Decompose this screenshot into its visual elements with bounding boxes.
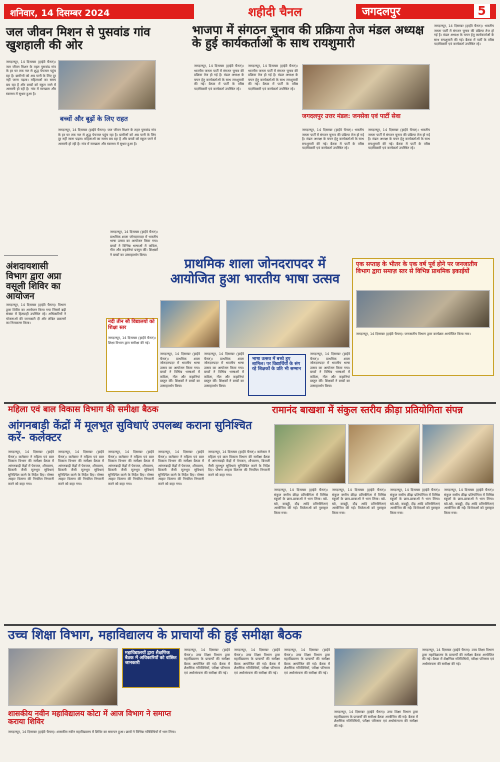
higher-edu-body-col5: जगदलपुर, 14 दिसम्बर (हाईवे चैनल)। उच्च शिक्षा विभाग द्वारा महाविद्यालय के प्राचार्यों की समीक्षा बैठक आयोजित की गई। बैठक में शैक्षणिक गतिविधियों, परीक्षा परिणाम एवं अधोसंरचना की समीक्षा की गई। [422,648,494,666]
higher-edu-body-col2: जगदलपुर, 14 दिसम्बर (हाईवे चैनल)। उच्च शिक्षा विभाग द्वारा महाविद्यालय के प्राचार्यों की समीक्षा बैठक आयोजित की गई। बैठक में शैक्षणिक गतिविधियों, परीक्षा परिणाम एवं अधोसंरचना की समीक्षा की गई। [234,648,280,675]
divider [4,255,58,256]
jal-jeevan-body-col2: जगदलपुर, 14 दिसम्बर (हाईवे चैनल)। जल जीवन मिशन के तहत पुसवांड गांव के हर घर तक नल से शुद्ध पेयजल पहुंच रहा है। ग्रामीणों को अब पानी के लिए दूर नहीं जाना पड़ता। महिलाओं का समय बच रहा है और बच्चों को स्कूल जाने में आसानी हो रही है। गांव में स्वच्छता और स्वास्थ्य में सुधार हुआ है। [58,128,156,146]
sports-photo-2 [348,424,420,484]
higher-edu-photo-1 [8,648,118,706]
jal-jeevan-body-col1: जगदलपुर, 14 दिसम्बर (हाईवे चैनल)। जल जीवन मिशन के तहत पुसवांड गांव के हर घर तक नल से शुद्ध पेयजल पहुंच रहा है। ग्रामीणों को अब पानी के लिए दूर नहीं जाना पड़ता। महिलाओं का समय बच रहा है और बच्चों को स्कूल जाने में आसानी हो रही है। गांव में स्वच्छता और स्वास्थ्य में सुधार हुआ है। [6,60,56,96]
anshdaan-headline: अंशदायशासी विभाग द्वारा अप्रा वसूली शिविर का आयोजन [6,262,62,303]
jal-jeevan-headline: जल जीवन मिशन से पुसवांड गांव खुशहाली की ओर [6,25,151,53]
mahila-bal-headline: आंगनबाड़ी केंद्रों में मूलभूत सुविधाएं उपलब्ध कराना सुनिश्चित करें- कलेक्टर [8,419,252,445]
mahila-bal-body-col3: जगदलपुर, 14 दिसम्बर (हाईवे चैनल)। कलेक्टर ने महिला एवं बाल विकास विभाग की समीक्षा बैठक में आंगनबाड़ी केंद्रों में पेयजल, शौचालय, बिजली जैसी मूलभूत सुविधाएं सुनिश्चित करने के निर्देश दिए। पोषण आहार वितरण की नियमित निगरानी करने को कहा गया। [108,450,154,486]
sports-body-col3: जगदलपुर, 14 दिसम्बर (हाईवे चैनल)। संकुल स्तरीय क्रीड़ा प्रतियोगिता में विभिन्न स्कूलों के छात्र-छात्राओं ने भाग लिया। खो-खो, कबड्डी, दौड़ आदि प्रतियोगिताएं आयोजित की गईं। विजेताओं को पुरस्कृत किया गया। [390,488,440,515]
sports-headline: रामानंद बाखशा में संकुल स्तरीय क्रीड़ा प्रतियोगिता संपन्न [272,405,463,416]
section-divider-2 [4,624,496,626]
meeting-box-body: जगदलपुर, 14 दिसम्बर (हाईवे चैनल)। जनजातीय विभाग द्वारा कार्यक्रम आयोजित किया गया। [356,332,471,336]
bjp-subhead: जगदलपुर उत्तर मंडल: जनसेवा एवं पार्टी सेवा [302,113,401,120]
center-left-text: जगदलपुर, 14 दिसम्बर (हाईवे चैनल)। प्राथमिक शाला जोनदरापदर में भारतीय भाषा उत्सव का आयोजन किया गया। बच्चों ने विभिन्न भाषाओं में कविता, गीत और कहानियां प्रस्तुत कीं। शिक्षकों ने बच्चों का उत्साहवर्धन किया। [110,230,158,257]
school-photo-2 [226,300,350,348]
bjp-body-col3: जगदलपुर, 14 दिसम्बर (हाईवे चैनल)। भारतीय जनता पार्टी में संगठन चुनाव की प्रक्रिया तेज हो गई है। मंडल अध्यक्ष के चयन हेतु कार्यकर्ताओं के साथ रायशुमारी की गई। बैठक में पार्टी के वरिष्ठ पदाधिकारी एवं कार्यकर्ता उपस्थित रहे। [302,128,364,150]
sports-body-col1: जगदलपुर, 14 दिसम्बर (हाईवे चैनल)। संकुल स्तरीय क्रीड़ा प्रतियोगिता में विभिन्न स्कूलों के छात्र-छात्राओं ने भाग लिया। खो-खो, कबड्डी, दौड़ आदि प्रतियोगिताएं आयोजित की गईं। विजेताओं को पुरस्कृत किया गया। [274,488,328,515]
page-number: 5 [474,4,490,18]
meeting-box-headline: एक सप्ताह के भीतर के एक वर्ष पूर्व होने पर जनजातीय विभाग द्वारा समाज़ स्तर से विभिन्न प्राथमिक इकाईयों [356,261,478,275]
bjp-body-col2: जगदलपुर, 14 दिसम्बर (हाईवे चैनल)। भारतीय जनता पार्टी में संगठन चुनाव की प्रक्रिया तेज हो गई है। मंडल अध्यक्ष के चयन हेतु कार्यकर्ताओं के साथ रायशुमारी की गई। बैठक में पार्टी के वरिष्ठ पदाधिकारी एवं कार्यकर्ता उपस्थित रहे। [248,64,298,91]
meeting-box-photo [356,290,490,328]
section-divider [4,402,496,404]
higher-edu-body-col3: जगदलपुर, 14 दिसम्बर (हाईवे चैनल)। उच्च शिक्षा विभाग द्वारा महाविद्यालय के प्राचार्यों की समीक्षा बैठक आयोजित की गई। बैठक में शैक्षणिक गतिविधियों, परीक्षा परिणाम एवं अधोसंरचना की समीक्षा की गई। [284,648,330,675]
mahila-bal-body-col1: जगदलपुर, 14 दिसम्बर (हाईवे चैनल)। कलेक्टर ने महिला एवं बाल विकास विभाग की समीक्षा बैठक में आंगनबाड़ी केंद्रों में पेयजल, शौचालय, बिजली जैसी मूलभूत सुविधाएं सुनिश्चित करने के निर्देश दिए। पोषण आहार वितरण की नियमित निगरानी करने को कहा गया। [8,450,54,486]
higher-edu-photo-2 [334,648,418,706]
school-headline: प्राथमिक शाला जोनदरापदर में आयोजित हुआ भारतीय भाषा उत्सव [170,257,340,287]
anshdaan-body: जगदलपुर, 14 दिसम्बर (हाईवे चैनल)। विभाग द्वारा शिविर का आयोजन किया गया जिसमें बड़ी संख्या में हितग्राही उपस्थित रहे। अधिकारियों ने योजनाओं की जानकारी दी और लंबित प्रकरणों का निराकरण किया। [6,303,66,325]
mahila-bal-kicker: महिला एवं बाल विकास विभाग की समीक्षा बैठक [8,405,159,415]
city-name: जगदलपुर [362,4,401,18]
higher-edu-body-col4: जगदलपुर, 14 दिसम्बर (हाईवे चैनल)। उच्च शिक्षा विभाग द्वारा महाविद्यालय के प्राचार्यों की समीक्षा बैठक आयोजित की गई। बैठक में शैक्षणिक गतिविधियों, परीक्षा परिणाम एवं अधोसंरचना की समीक्षा की गई। [334,710,418,728]
higher-edu-body-col1: जगदलपुर, 14 दिसम्बर (हाईवे चैनल)। उच्च शिक्षा विभाग द्वारा महाविद्यालय के प्राचार्यों की समीक्षा बैठक आयोजित की गई। बैठक में शैक्षणिक गतिविधियों, परीक्षा परिणाम एवं अधोसंरचना की समीक्षा की गई। [184,648,230,675]
higher-edu-headline: उच्च शिक्षा विभाग, महाविद्यालय के प्राचार्यों की हुई समीक्षा बैठक [8,627,302,642]
nadi-headline: नदी तीन सौ विद्यालयों को शिक्षा स्तर [108,319,155,331]
nadi-body: जगदलपुर, 14 दिसम्बर (हाईवे चैनल)। शिक्षा विभाग द्वारा समीक्षा की गई। [108,336,156,345]
edition-box [356,4,496,19]
school-body-col3: जगदलपुर, 14 दिसम्बर (हाईवे चैनल)। प्राथमिक शाला जोनदरापदर में भारतीय भाषा उत्सव का आयोजन किया गया। बच्चों ने विभिन्न भाषाओं में कविता, गीत और कहानियां प्रस्तुत कीं। शिक्षकों ने बच्चों का उत्साहवर्धन किया। [310,352,350,388]
naveen-college-body: जगदलपुर, 14 दिसम्बर (हाईवे चैनल)। शासकीय नवीन महाविद्यालय में शिविर का समापन हुआ। छात्रों ने विभिन्न गतिविधियों में भाग लिया। [8,730,176,734]
paper-name: शहीदी चैनल [248,4,302,19]
school-quote: भाषा उत्सव में बच्चे हुए शामिल। पर विद्यार्थियों के संग रहे शिक्षकों के प्रति भी सम्मान [252,357,301,373]
right-column-text: जगदलपुर, 14 दिसम्बर (हाईवे चैनल)। भारतीय जनता पार्टी में संगठन चुनाव की प्रक्रिया तेज हो गई है। मंडल अध्यक्ष के चयन हेतु कार्यकर्ताओं के साथ रायशुमारी की गई। बैठक में पार्टी के वरिष्ठ पदाधिकारी एवं कार्यकर्ता उपस्थित रहे। [434,24,494,46]
naveen-college-headline: शासकीय नवीन महाविद्यालय कोटा में आज विभाग ने समाप्त कराया शिविर [8,709,172,727]
bjp-body-col1: जगदलपुर, 14 दिसम्बर (हाईवे चैनल)। भारतीय जनता पार्टी में संगठन चुनाव की प्रक्रिया तेज हो गई है। मंडल अध्यक्ष के चयन हेतु कार्यकर्ताओं के साथ रायशुमारी की गई। बैठक में पार्टी के वरिष्ठ पदाधिकारी एवं कार्यकर्ता उपस्थित रहे। [194,64,244,91]
issue-date: शनिवार, 14 दिसम्बर 2024 [4,4,194,19]
bjp-photo [302,64,430,110]
sports-photo-3 [422,424,494,484]
bjp-headline: भाजपा में संगठन चुनाव की प्रक्रिया तेज मंडल अध्यक्ष के हुई कार्यकर्ताओं के साथ रायशुमारी [192,23,424,51]
bjp-body-col4: जगदलपुर, 14 दिसम्बर (हाईवे चैनल)। भारतीय जनता पार्टी में संगठन चुनाव की प्रक्रिया तेज हो गई है। मंडल अध्यक्ष के चयन हेतु कार्यकर्ताओं के साथ रायशुमारी की गई। बैठक में पार्टी के वरिष्ठ पदाधिकारी एवं कार्यकर्ता उपस्थित रहे। [368,128,430,150]
mahila-bal-body-col2: जगदलपुर, 14 दिसम्बर (हाईवे चैनल)। कलेक्टर ने महिला एवं बाल विकास विभाग की समीक्षा बैठक में आंगनबाड़ी केंद्रों में पेयजल, शौचालय, बिजली जैसी मूलभूत सुविधाएं सुनिश्चित करने के निर्देश दिए। पोषण आहार वितरण की नियमित निगरानी करने को कहा गया। [58,450,104,486]
higher-edu-box-text: महाविद्यालयों द्वारा शैक्षणिक बैठक में अधिकारियों को वांछित जानकारी [125,651,177,667]
mahila-bal-body-col4: जगदलपुर, 14 दिसम्बर (हाईवे चैनल)। कलेक्टर ने महिला एवं बाल विकास विभाग की समीक्षा बैठक में आंगनबाड़ी केंद्रों में पेयजल, शौचालय, बिजली जैसी मूलभूत सुविधाएं सुनिश्चित करने के निर्देश दिए। पोषण आहार वितरण की नियमित निगरानी करने को कहा गया। [158,450,204,486]
mahila-bal-body-col5: जगदलपुर, 14 दिसम्बर (हाईवे चैनल)। कलेक्टर ने महिला एवं बाल विकास विभाग की समीक्षा बैठक में आंगनबाड़ी केंद्रों में पेयजल, शौचालय, बिजली जैसी मूलभूत सुविधाएं सुनिश्चित करने के निर्देश दिए। पोषण आहार वितरण की नियमित निगरानी करने को कहा गया। [208,450,270,477]
jal-jeevan-photo [58,60,156,110]
school-body-col1: जगदलपुर, 14 दिसम्बर (हाईवे चैनल)। प्राथमिक शाला जोनदरापदर में भारतीय भाषा उत्सव का आयोजन किया गया। बच्चों ने विभिन्न भाषाओं में कविता, गीत और कहानियां प्रस्तुत कीं। शिक्षकों ने बच्चों का उत्साहवर्धन किया। [160,352,200,388]
school-photo-1 [160,300,220,348]
school-body-col2: जगदलपुर, 14 दिसम्बर (हाईवे चैनल)। प्राथमिक शाला जोनदरापदर में भारतीय भाषा उत्सव का आयोजन किया गया। बच्चों ने विभिन्न भाषाओं में कविता, गीत और कहानियां प्रस्तुत कीं। शिक्षकों ने बच्चों का उत्साहवर्धन किया। [204,352,244,388]
sports-body-col4: जगदलपुर, 14 दिसम्बर (हाईवे चैनल)। संकुल स्तरीय क्रीड़ा प्रतियोगिता में विभिन्न स्कूलों के छात्र-छात्राओं ने भाग लिया। खो-खो, कबड्डी, दौड़ आदि प्रतियोगिताएं आयोजित की गईं। विजेताओं को पुरस्कृत किया गया। [444,488,494,515]
sports-body-col2: जगदलपुर, 14 दिसम्बर (हाईवे चैनल)। संकुल स्तरीय क्रीड़ा प्रतियोगिता में विभिन्न स्कूलों के छात्र-छात्राओं ने भाग लिया। खो-खो, कबड्डी, दौड़ आदि प्रतियोगिताएं आयोजित की गईं। विजेताओं को पुरस्कृत किया गया। [332,488,386,515]
masthead [4,2,496,20]
sports-photo-1 [274,424,346,484]
jal-jeevan-caption: बच्चों और बूढ़ों के लिए राहत [60,115,128,123]
